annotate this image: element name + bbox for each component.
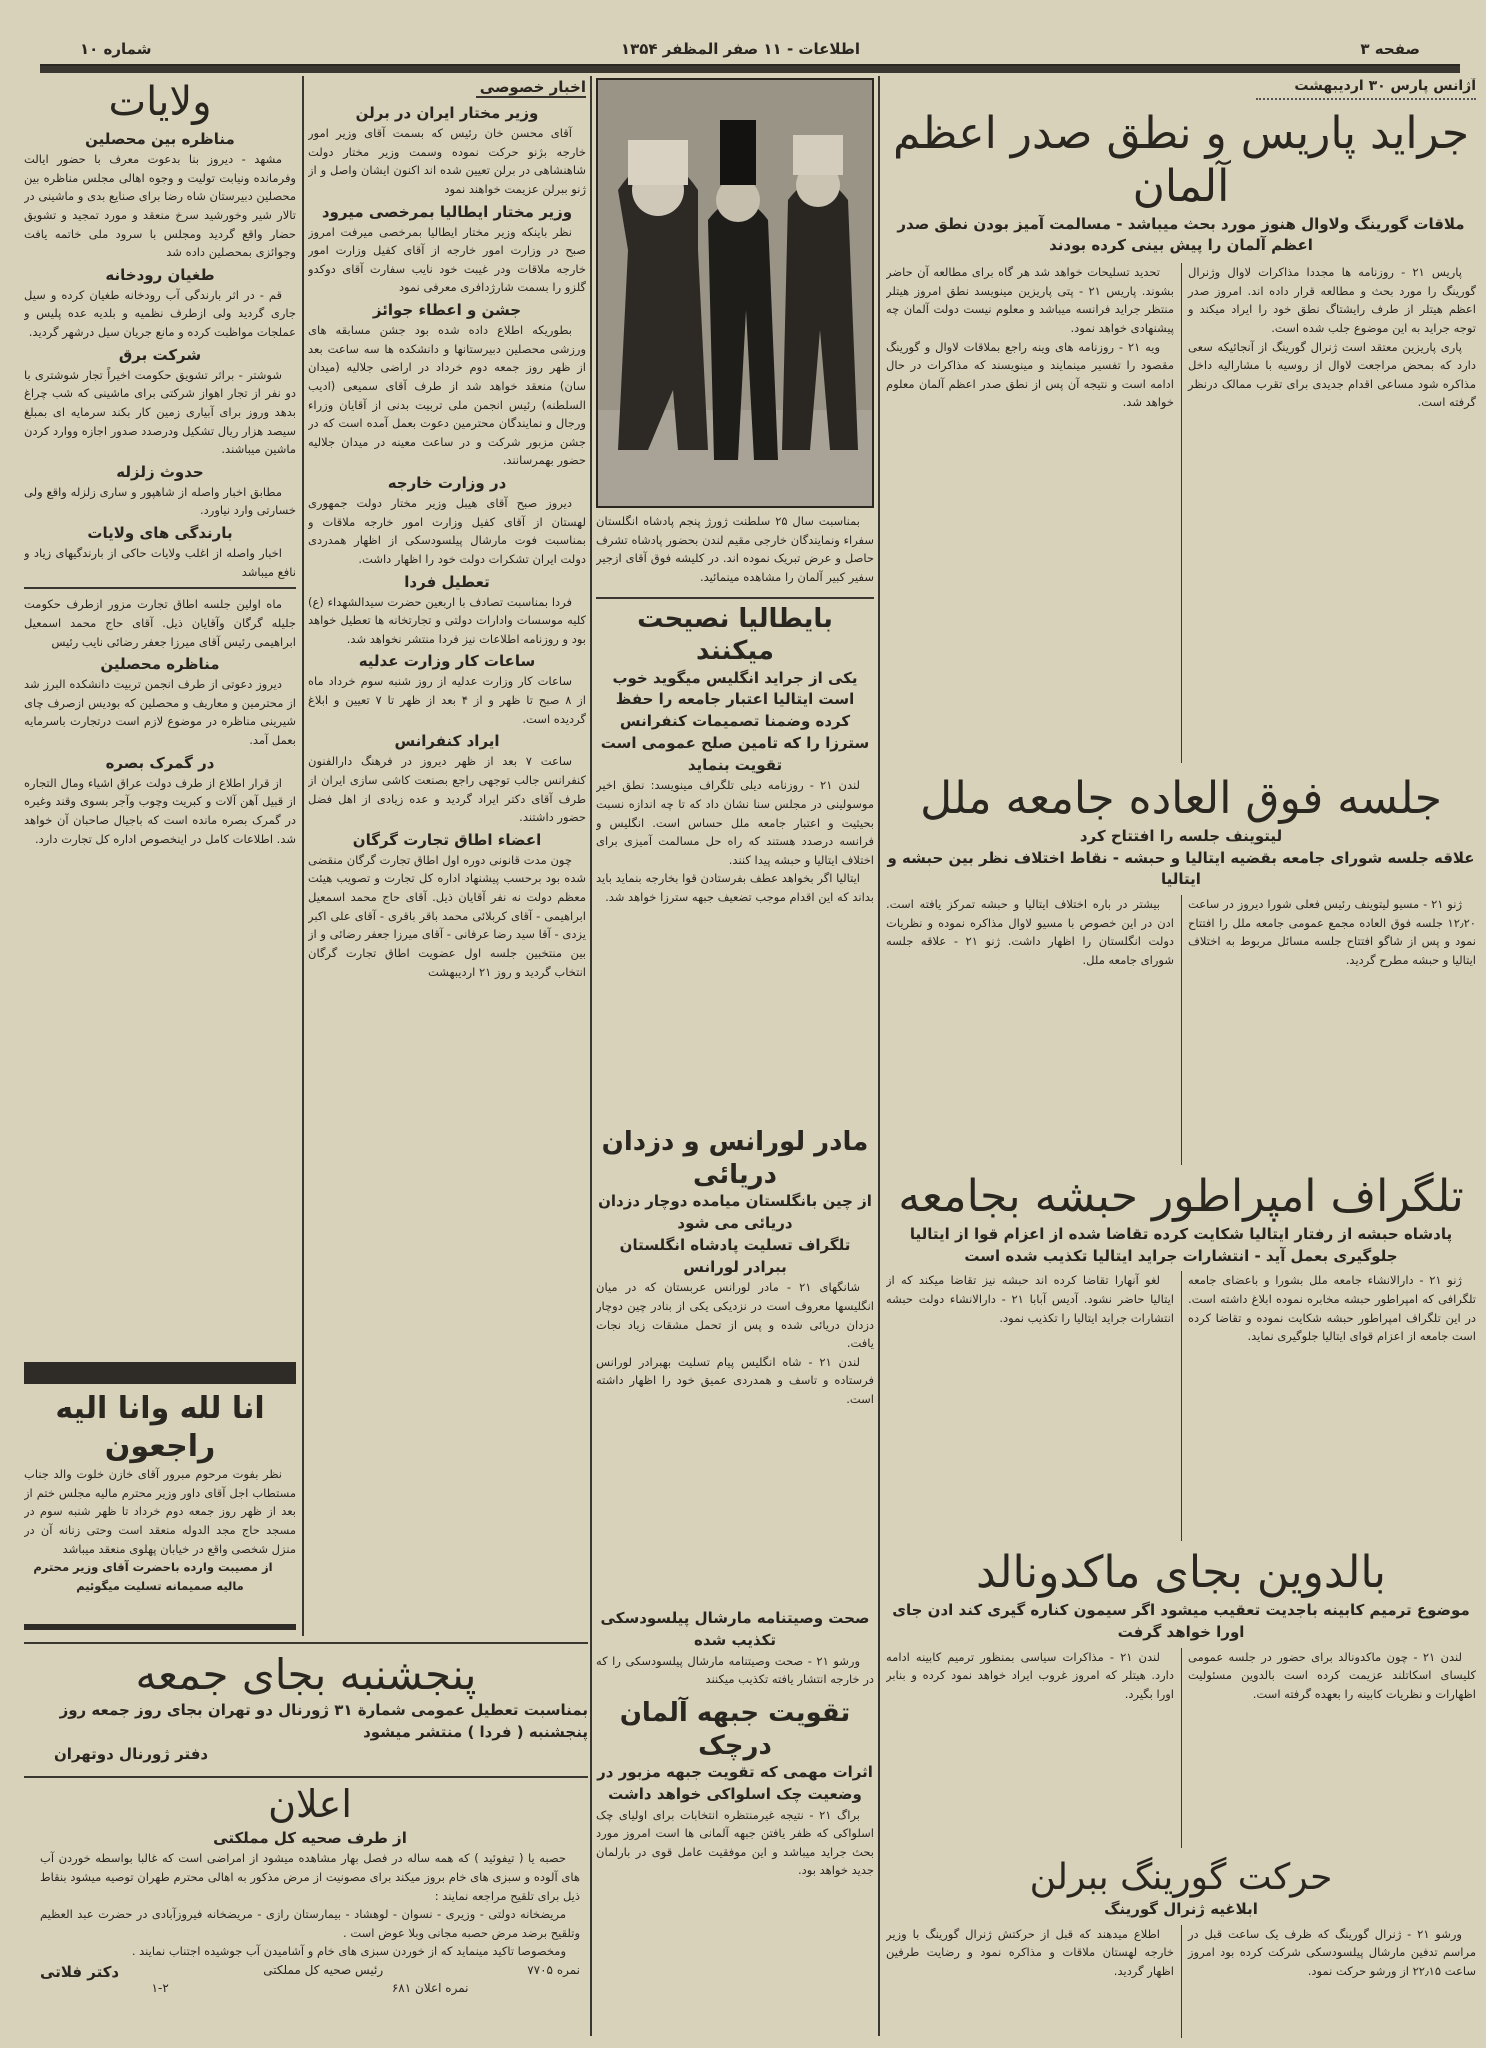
divider [302,76,304,1636]
obituary-body: نظر بفوت مرحوم مبرور آقای خازن خلوت والد جناب مستطاب اجل آقای داور وزیر محترم مالیه مجلس ختم از بعد از ظهر روز جمعه دوم خرداد تا ظهر شنبه سوم در مسجد حاج مجد الدوله منعقد است وحتی زنانه آن در منزل شخصی واقع در خیابان پهلوی منعقد میباشد [24,1467,296,1556]
news-item-body: بطوریکه اطلاع داده شده بود جشن مسابقه های ورزشی محصلین دبیرستانها و دانشکده ها سه ساعت بعد از ظهر روز جمعه دوم خرداد در اراضی جلالیه (میدان سان) منعقد خواهد شد از طرف آقای سمیعی (ادیب السلطنه) رئیس انجمن ملی تربیت بدنی از آقایان وزراء ورجال و نمایندگان محترمین دعوت بعمل آمده است که در جشن مزبور شرکت و در ساعت معینه در میدان جلالیه حضور بهمرسانند. [308,323,586,468]
masthead [40,40,1460,64]
subheadline: موضوع ترمیم کابینه باجدیت تعقیب میشود اگر سیمون کناره گیری کند ادن جای اورا خواهد گرفت [892,1601,1470,1641]
notice-text: بمناسبت تعطیل عمومی شمارة ۳۱ ژورنال دو تهران بجای روز جمعه روز پنجشنبه ( فردا ) منتشر میشود [59,1701,588,1742]
agency-line: آژانس پارس ۳۰ اردیبهشت [1256,78,1476,100]
subheadline: یکی از جراید انگلیس میگوید خوب است ایتالیا اعتبار جامعه را حفظ کرده وضمنا تصمیمات کنفرانس سترزا را که تامین صلح عمومی است تقویت بنماید [600,668,870,774]
ad-code: ۱-۲ [151,1981,169,1996]
headline: پنجشنبه بجای جمعه [135,1650,477,1699]
subheadline: از طرف صحیه کل مملکتی [213,1828,407,1847]
headline: تلگراف امپراطور حبشه بجامعه [898,1171,1464,1223]
section-title: ولایات [108,79,212,125]
news-item-body: مطابق اخبار واصله از شاهپور و ساری زلزله واقع ولی خسارتی وارد نیاورد. [24,484,296,518]
news-item-body: ساعات کار وزارت عدلیه از روز شنبه سوم خرداد ماه از ۸ صبح تا ظهر و از ۴ بعد از ظهر تا ۷ تعیین و ابلاغ گردیده است. [308,674,586,726]
headline: انا لله وانا الیه راجعون [55,1391,265,1464]
subheadline: از چین بانگلستان میامده دوچار دزدان دریائی می شود [598,1192,872,1232]
issue-number: شماره ۱۰ [80,40,152,58]
subheadline: ابلاغیه ژنرال گورینگ [1104,1899,1258,1918]
masthead-rule [40,64,1460,73]
ad-body: مریضخانه دولتی - وزیری - نسوان - لوهشاد - بیمارستان رازی - مریضخانه فیروزآبادی در حضرت عبد العظیم وتلقیح برضد مرض حصبه مجانی وبلا عوض است . [40,1907,580,1940]
article-body: ژنو ۲۱ - دارالانشاء جامعه ملل بشورا و باعضای جامعه تلگرافی که امپراطور حبشه مخابره نموده ابلاغ داشته است. در این تلگراف امپراطور حبشه شکایت نموده و تقاضا کرده است جامعه از اعزام قوای ایتالیا جلوگیری نماید. لغو آنهارا تقاضا کرده اند حبشه نیز تقاضا میکند که از ایتالیا حاضر نشود. آدیس آبابا ۲۱ - دارالانشاء دولت حبشه انتشارات جراید ایتالیا را تکذیب نمود. [886,1273,1476,1344]
ad-number: نمره اعلان ۶۸۱ [391,1981,469,1996]
divider [596,597,874,599]
notice-box [24,1650,588,1772]
news-item-title: جشن و اعطاء جوائز [372,301,522,319]
news-item-body: فردا بمناسبت تصادف با اربعین حضرت سیدالشهداء (ع) کلیه موسسات وادارات دولتی و تجارتخانه ها تعطیل خواهد بود و روزنامه اطلاعات نیز فردا منتشر نخواهد شد. [308,594,586,646]
ad-body: حصبه یا ( تیفوئید ) که همه ساله در فصل بهار مشاهده میشود از امراضی است که غالبا بواسطه خوردن آب های آلوده و سبزی های خام بروز میکند برای مصونیت از مرض مذکور به اهالی محترم طهران توصیه میشود بنقاط ذیل برای تلقیح مراجعه نمایند : [40,1851,580,1903]
subheadline: ملاقات گورینگ ولاوال هنوز مورد بحث میباشد - مسالمت آمیز بودن نطق صدر اعظم آلمان را پیش بینی کرده بودند [897,214,1465,255]
provinces-column [24,78,296,1358]
article-body: ورشو ۲۱ - صحت وصیتنامه مارشال پیلسودسکی را که در خارجه انتشار یافته تکذیب میکنند [596,1653,874,1687]
article-body: لندن ۲۱ - روزنامه دیلی تلگراف مینویسد: نطق اخیر موسولینی در مجلس سنا نشان داد که تا چه اندازه نسبت بحیثیت و اعتبار جامعه ملل حساس است. انگلیس و فرانسه درصدد هستند که راه حل مسالمت آمیزی برای اختلاف ایتالیا و حبشه پیدا کنند. [596,778,874,867]
health-advertisement [40,1782,580,2022]
headline: تقویت جبهه آلمان درچک [619,1698,851,1761]
photo-caption: بمناسبت سال ۲۵ سلطنت ژورژ پنجم پادشاه انگلستان سفراء ونمایندگان خارجی مقیم لندن بحضور پادشاه تشرف حاصل و عرض تبریک نموده اند. در کلیشه فوق آقای ازجیر سفیر کبیر آلمان را مشاهده مینمائید. [596,514,874,584]
notice-signature: دفتر ژورنال دوتهران [54,1744,209,1763]
news-item-body: اخبار واصله از اغلب ولایات حاکی از بارندگیهای زیاد و نافع میباشد [24,546,296,579]
news-item-title: بارندگی های ولایات [87,524,233,542]
black-border [24,1362,296,1384]
news-item-title: ساعات کار وزارت عدلیه [358,652,536,671]
article-body: پاریس ۲۱ - روزنامه ها مجددا مذاکرات لاوال وژنرال گورینگ را مورد بحث و مطالعه قرار داده اند. امروز صدر اعظم هیتلر از طرف رایشتاگ نطق خود را ایراد میکند و توجه جراید به این موضوع جلب شده است. پاری پاریزین معتقد است ژنرال گورینگ از آنجائیکه سعی دارد که بمحض مراجعت لاوال از روسیه با مشارالیه داخل مذاکره شود مساعی اقدام جدیدی برای تقرب ممالک درنظر گرفته است. تحدید تسلیحات خواهد شد هر گاه برای مطالعه آن حاضر بشوند. پاریس ۲۱ - پتی پاریزین مینویسد نطق امروز هیتلر منتظر جراید فرانسه میباشد و معلوم نیست دولت آلمان چه پیشنهادی خواهد نمود. ویه ۲۱ - روزنامه های وینه راجع بملاقات لاوال و گورینگ مقصود را تفسیر مینمایند و مینویسند که مذاکرات در حال ادامه است و نتیجه آن پس از نطق صدر اعظم آلمان معلوم خواهد شد. [886,265,1476,410]
news-item-title: وزیر مختار ایطالیا بمرخصی میرود [321,202,573,221]
photo-three-men-in-top-hats [598,80,872,506]
news-item-title: مناظره محصلین [100,655,220,674]
news-item-body: دیروز دعوتی از طرف انجمن تربیت دانشکده البرز شد از محترمین و معاریف و محصلین که بودیس ازصرف چای شیرینی مناظره در موضوع لازم است درتجارت باسرمایه بعمل آمد. [24,677,296,747]
headline: بالدوین بجای ماکدونالد [975,1547,1387,1599]
article-body: ایتالیا اگر بخواهد عطف بفرستادن قوا بخارجه بنماید باید بداند که این اقدام موجب تضعیف جبهه سترزا خواهد شد. [596,871,874,904]
news-item-title: ایراد کنفرانس [394,732,500,751]
article-body: لندن ۲۱ - شاه انگلیس پیام تسلیت بهبرادر لورانس فرستاده و تاسف و همدردی عمیق خود را اظهار داشته است. [596,1354,874,1406]
news-item-body: نظر باینکه وزیر مختار ایطالیا بمرخصی میرفت امروز صبح در وزارت امور خارجه از آقای کفیل وزارت امور خارجه ملاقات ودر غیبت خود نایب سفارت آقای دوکدو گلزو را بسمت شارژدافری معرفی نمود [308,224,586,295]
newspaper-title-date: اطلاعات - ۱۱ صفر المظفر ۱۳۵۴ [620,40,860,58]
signer-name: دکتر فلاتی [40,1963,120,1982]
news-item-title: در گمرک بصره [105,753,215,772]
subheadline: پادشاه حبشه از رفتار ایتالیا شکایت کرده تقاضا شده از اعزام قوا از ایتالیا جلوگیری بعمل آید - انتشارات جراید ایتالیا تکذیب شده است [909,1224,1453,1265]
article-body: ژنو ۲۱ - مسیو لیتوینف رئیس فعلی شورا دیروز در ساعت ۱۲٫۲۰ جلسه فوق العاده مجمع عمومی جامعه ملل را افتتاح نمود و پس از شاگو افتتاح جلسه مسائل مربوط به اختلاف ایتالیا و حبشه مطرح گردید. بیشتر در باره اختلاف ایتالیا و حبشه تمرکز یافته است. ادن در این خصوص با مسیو لاوال مذاکره نموده و نظریات دولت انگلستان را اظهار داشت. ژنو ۲۱ - علاقه جلسه شورای جامعه ملل. [886,897,1476,968]
divider [24,1776,588,1778]
news-item-body: شوشتر - براثر تشویق حکومت اخیراً تجار شوشتری با دو نفر از تجار اهواز شرکتی برای ماشینی که شب چراغ بدهد وروز برای آبیاری زمین کار بکند سرمایه ای بمبلغ سیصد هزار ریال تشکیل ودرصدد صدور اجازه ووارد کردن ماشین میباشند. [24,367,296,457]
page-number: صفحه ۳ [1360,40,1420,58]
news-item-title: طغیان رودخانه [105,265,215,284]
article-body: لندن ۲۱ - چون ماکدونالد برای حضور در جلسه عمومی کلیسای اسکاتلند عزیمت کرده است بالدوین مسئولیت اظهارات و نظریات کابینه را بعهده گرفته است. لندن ۲۱ - مذاکرات سیاسی بمنظور ترمیم کابینه ادامه دارد. هیتلر که امروز غروب ایراد خواهد نمود کرده و بنابر اورا بگیرد. [886,1649,1476,1701]
subheadline: لیتوینف جلسه را افتتاح کرد [1079,826,1283,845]
news-item-body: مشهد - دیروز بنا بدعوت معرف با حضور ایالت وفرمانده ونیابت تولیت و وجوه اهالی مجلس مناظره بین محصلین دبیرستان شاه رضا برای صنایع بدی و ماشینی در تالار شیر وخورشید سرخ منعقد و مورد تمجید و تشویق حضار واقع گردید ومجلس با سرود ملی خاتمه یافت وجوائزی بمحصلین داده شد [24,152,296,260]
right-column [886,78,1476,2038]
article-body: ورشو ۲۱ - ژنرال گورینگ که ظرف یک ساعت قبل در مراسم تدفین مارشال پیلسودسکی شرکت کرده بود امروز ساعت ۲۲٫۱۵ از ورشو حرکت نمود. اطلاع میدهند که قبل از حرکتش ژنرال گورینگ با وزیر خارجه لهستان ملاقات و مذاکره نمود و رضایت طرفین اظهار گردید. [886,1926,1476,1978]
subheadline: صحت وصیتنامه مارشال پیلسودسکی تکذیب شده [600,1609,870,1649]
news-item-title: در وزارت خارجه [387,474,507,492]
news-item-body: دیروز صبح آقای هیبل وزیر مختار دولت جمهوری لهستان از آقای کفیل وزارت امور خارجه ملاقات و بمناسبت فوت مارشال پیلسودسکی از اظهار همدردی دولت ایران تشکرات دولت خود را اظهار داشت. [308,496,586,566]
news-item-title: حدوث زلزله [116,462,204,481]
news-item-body: قم - در اثر بارندگی آب رودخانه طغیان کرده و سیل جاری گردید ولی ازطرف نظمیه و بلدیه عده پلیس و عملجات مواظبت کرده و مانع جریان سیل درشهر گردید. [24,287,296,339]
signer-title: رئیس صحیه کل مملکتی [263,1963,384,1978]
headline: جلسه فوق العاده جامعه ملل [920,773,1442,825]
divider [590,76,592,2036]
headline: بایطالیا نصیحت میکنند [637,603,833,666]
divider [24,587,296,589]
subheadline: تلگراف تسلیت پادشاه انگلستان ببرادر لورانس [619,1235,851,1276]
news-item-body: ساعت ۷ بعد از ظهر دیروز در فرهنگ دارالفنون کنفرانس جالب توجهی راجع بصنعت کاشی سازی ایران از طرف آقای دکتر ایراد گردید و عده زیادی از اهل فضل حضور داشتند. [308,754,586,825]
news-item-body: آقای محسن خان رئیس که بسمت آقای وزیر امور خارجه بژنو حرکت نموده وسمت وزیر مختار دولت شاهنشاهی در برلن تعیین شده اند اکنون ایشان واصل و از ژنو ببرلن عزیمت خواهند نمود [308,126,586,196]
article-body: شانگهای ۲۱ - مادر لورانس عربستان که در میان انگلیسها معروف است در نزدیکی یکی از بنادر چین دوچار دزدان دریائی شده و پس از تحمل مشقات زیاد نجات یافت. [596,1280,874,1351]
news-item-body: از قرار اطلاع از طرف دولت عراق اشیاء ومال التجاره از قبیل آهن آلات و کبریت وچوب وآجر بسوی وقند وغیره در گمرک بصره مانده است که باجیال صاحبان آن خواهد شد. اطلاعات کامل در اینخصوص اداره کل تجارت دارد. [24,775,296,846]
headline: جراید پاریس و نطق صدر اعظم آلمان [892,108,1470,212]
divider [878,76,880,2036]
middle-column [596,78,874,2038]
private-news-column [308,78,586,1638]
divider [24,1642,588,1644]
news-photo [596,78,874,508]
article-body: براگ ۲۱ - نتیجه غیرمنتظره انتخابات برای اولیای چک اسلواکی که ظفر یافتن جبهه آلمانی ها است امروز مورد بحث جراید میباشد و این موفقیت عامل قوی در بارلمان جدید خواهد بود. [596,1807,874,1878]
headline: اعلان [268,1782,352,1826]
subheadline: اثرات مهمی که تقویت جبهه مزبور در وضعیت چک اسلواکی خواهد داشت [597,1763,873,1803]
news-item-title: مناظره بین محصلین [85,130,235,148]
news-item-title: شرکت برق [118,345,202,364]
subheadline: علاقه جلسه شورای جامعه بقضیه ایتالیا و حبشه - نقاط اختلاف نظر بین حبشه و ایتالیا [887,848,1475,889]
news-item-body: ماه اولین جلسه اطاق تجارت مزور ازطرف حکومت جلیله گرگان وآقایان ذیل. آقای حاج محمد اسمعیل ابراهیمی رئیس آقای میرزا جعفر رضائی نایب رئیس [24,597,296,649]
news-item-title: وزیر مختار ایران در برلن [355,104,539,122]
news-item-title: اعضاء اطاق تجارت گرگان [352,830,542,849]
ad-body: ومخصوصا تاکید مینماید که از خوردن سبزی های خام و آشامیدن آب جوشیده اجتناب نمایند . [131,1944,566,1959]
news-item-title: تعطیل فردا [404,572,490,591]
headline: مادر لورانس و دزدان دریائی [601,1127,869,1190]
ad-ref-number: نمره ۷۷۰۵ [527,1963,580,1978]
news-item-body: چون مدت قانونی دوره اول اطاق تجارت گرگان منقضی شده بود برحسب پیشنهاد اداره کل تجارت و تصویب هیئت معظم دولت نه نفر آقایان ذیل. آقای حاج محمد اسمعیل ابراهیمی - آقای کربلائی محمد باقر باقری - آقای علی اکبر یزدی - آقا سید رضا عرفانی - آقای میرزا جعفر رضائی و از بین منتخبین جلسه اول عضویت اطاق تجارت گرگان انتخاب گردید و روز ۲۱ اردیبهشت [308,852,586,979]
section-title: اخبار خصوصی [476,78,586,98]
obituary-box [24,1390,296,1630]
obituary-footer: از مصیبت وارده باحضرت آقای وزیر محترم مالیه صمیمانه تسلیت میگوئیم [33,1560,273,1593]
headline: حرکت گورینگ ببرلن [1029,1856,1333,1898]
